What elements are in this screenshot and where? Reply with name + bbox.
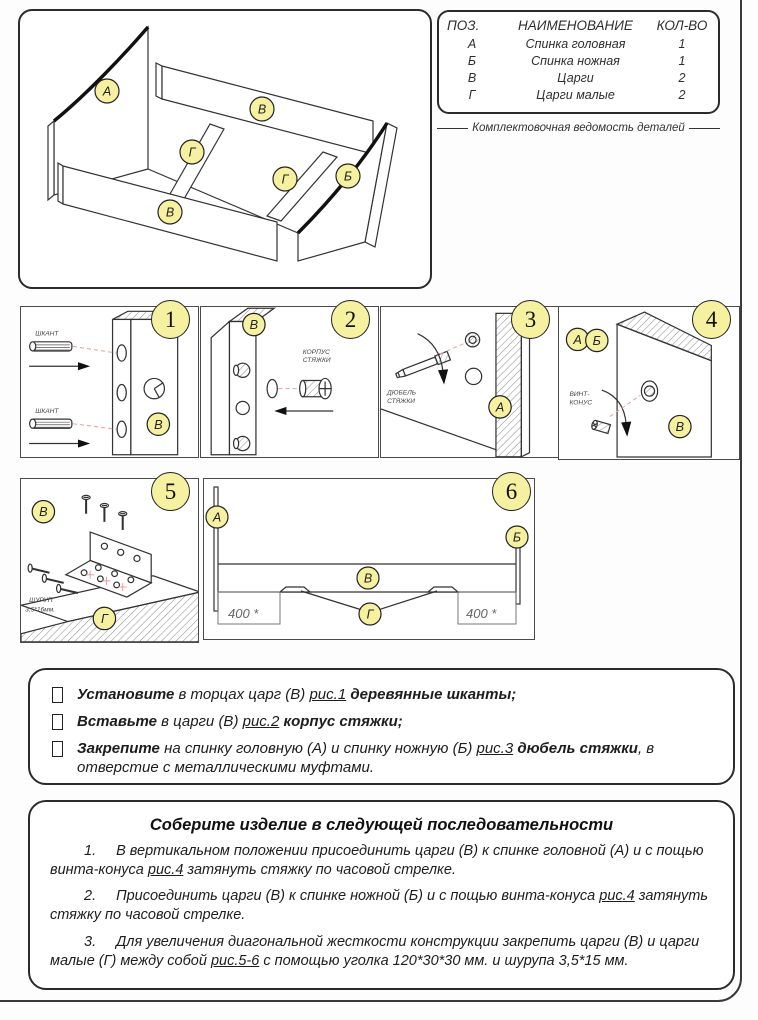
part-label-a	[489, 396, 511, 418]
step-panel-2	[200, 306, 379, 458]
dowel-icon	[30, 419, 72, 428]
instruction-bullet: Закрепите на спинку головную (А) и спинку ножную (Б) рис.3 дюбель стяжки, в отверстие с металлическими муфтами.	[44, 739, 715, 779]
part-label-a	[206, 506, 228, 528]
footboard-edge	[516, 546, 520, 604]
step-number-5: 5	[151, 472, 190, 511]
screw-icon	[28, 564, 49, 573]
col-name: НАИМЕНОВАНИЕ	[518, 18, 633, 33]
part-qty: 2	[678, 88, 686, 102]
svg-text:А: А	[495, 399, 505, 415]
part-qty: 2	[678, 71, 686, 85]
part-term: корпус стяжки;	[279, 712, 403, 730]
part-label-g	[93, 607, 115, 629]
vint-label-line1: ВИНТ-	[569, 391, 590, 399]
action-word: Вставьте	[77, 712, 157, 730]
figure-reference: рис.4	[147, 862, 184, 879]
metal-sleeve-icon	[465, 333, 479, 347]
parts-table	[437, 10, 720, 114]
bed-label-g-2	[273, 167, 297, 191]
screw-icon	[100, 504, 108, 522]
figure-step-6	[204, 479, 534, 639]
dimension-right: 400 *	[466, 606, 497, 621]
figure-reference: рис.1	[309, 686, 347, 703]
svg-text:Г: Г	[100, 611, 108, 627]
part-label-g	[359, 603, 381, 625]
svg-text:В: В	[39, 504, 48, 520]
part-label-v	[32, 500, 54, 522]
shurup-label-line2: 3,5*16мм.	[25, 606, 56, 614]
part-label-b	[506, 526, 528, 548]
korpus-label-line2: СТЯЖКИ	[302, 357, 331, 365]
bed-label-a	[95, 79, 119, 103]
table-caption: Комплектовочная ведомость деталей	[437, 122, 720, 134]
bed-label-g-1	[180, 140, 204, 164]
instruction-bullet: Установите в торцах царг (В) рис.1 деревянные шканты;	[44, 685, 715, 705]
screw-icon	[82, 495, 90, 513]
part-name: Спинка головная	[525, 37, 626, 51]
svg-text:Г: Г	[188, 145, 196, 160]
shkant-label: ШКАНТ	[35, 330, 59, 338]
small-rail-tab	[280, 587, 310, 592]
assembly-title: Соберите изделие в следующей последовательности	[149, 816, 614, 834]
step-number-6: 6	[492, 472, 531, 511]
svg-text:В: В	[249, 317, 259, 333]
bed-diagram-box	[18, 9, 432, 289]
svg-text:В: В	[165, 205, 175, 220]
part-term: деревянные шканты;	[346, 686, 517, 703]
part-name: Царги малые	[536, 88, 615, 102]
cone-screw-icon	[591, 420, 611, 434]
screw-icon	[42, 574, 63, 583]
step-panel-6	[203, 478, 535, 640]
svg-text:Б: Б	[592, 334, 601, 348]
cam-hole-icon	[144, 378, 164, 398]
step-number-3: 3	[511, 300, 550, 339]
corner-bracket-icon	[66, 532, 151, 597]
step-index: 2.	[84, 888, 97, 905]
step-index: 1.	[84, 843, 97, 859]
sleeve-in-hole-icon	[641, 381, 657, 401]
instruction-bullet: Вставьте в царги (В) рис.2 корпус стяжки;	[44, 712, 715, 732]
svg-text:В: В	[257, 102, 267, 117]
part-qty: 1	[678, 37, 686, 51]
vint-label-line2: КОНУС	[569, 399, 593, 407]
part-label-v	[669, 415, 691, 437]
bed-label-v-front	[158, 200, 182, 224]
dyubel-label-line2: СТЯЖКИ	[387, 397, 415, 405]
dyubel-label-line1: ДЮБЕЛЬ	[387, 389, 417, 397]
shkant-label: ШКАНТ	[35, 408, 59, 416]
bed-label-b	[336, 164, 360, 188]
part-name: Царги	[557, 71, 594, 85]
action-word: Установите	[77, 686, 175, 703]
svg-text:Г: Г	[281, 172, 289, 187]
step-number-1: 1	[151, 300, 190, 339]
arrow-right-icon	[29, 362, 90, 370]
arrow-right-icon	[29, 439, 90, 447]
parts-table-header	[447, 18, 710, 33]
inserted-dowel-icon	[234, 436, 250, 450]
part-pos: Г	[468, 88, 476, 102]
assembly-step-1: 1. В вертикальном положении присоединить царги (В) к спинке головной (А) и с пощью винта-конуса рис.4 затянуть стяжку по часовой стрелке.	[50, 843, 704, 879]
figure-reference: рис.3	[476, 739, 514, 757]
dowel-icon	[30, 342, 72, 351]
bed-drawing	[20, 11, 430, 287]
part-label-v	[147, 413, 169, 435]
svg-text:А: А	[102, 84, 112, 99]
table-row	[447, 70, 710, 87]
svg-text:Г: Г	[366, 607, 374, 622]
korpus-label-line1: КОРПУС	[302, 349, 330, 357]
checkbox-bullet-icon	[52, 741, 63, 757]
step-index: 3.	[84, 933, 97, 950]
shurup-label-line1: ШУРУП	[29, 597, 53, 605]
figure-reference: рис.4	[599, 888, 635, 905]
part-pos: Б	[467, 54, 477, 68]
table-row	[447, 36, 710, 53]
action-word: Закрепите	[77, 739, 160, 757]
table-row	[447, 87, 710, 104]
caption-dash-right	[689, 128, 720, 129]
col-pos: ПОЗ.	[447, 18, 480, 33]
part-qty: 1	[678, 54, 686, 68]
cam-lock-body-icon	[300, 378, 332, 398]
assembly-step-2: 2. Присоединить царги (В) к спинке ножной (Б) и с пощью винта-конуса рис.4 затянуть стяжку по часовой стрелке.	[50, 888, 708, 924]
part-label-b	[586, 329, 608, 351]
step-panel-5	[20, 478, 199, 643]
step-panel-1	[20, 306, 199, 458]
inserted-dowel-icon	[234, 363, 250, 377]
step-number-2: 2	[331, 300, 370, 339]
checkbox-bullet-icon	[52, 687, 63, 703]
part-pos: В	[467, 71, 477, 85]
part-label-v	[243, 313, 265, 335]
svg-text:А: А	[212, 510, 222, 525]
screw-icon	[119, 512, 127, 530]
figure-reference: рис.5-6	[210, 952, 260, 969]
checkbox-bullet-icon	[52, 714, 63, 730]
figure-reference: рис.2	[242, 712, 280, 730]
assembly-box	[28, 800, 735, 990]
table-row	[447, 53, 710, 70]
svg-text:В: В	[154, 416, 163, 432]
part-label-v	[357, 567, 379, 589]
col-qty: КОЛ-ВО	[656, 18, 708, 33]
svg-text:Б: Б	[512, 530, 522, 545]
bed-label-v-back	[250, 97, 274, 121]
svg-text:В: В	[363, 571, 373, 586]
step-panel-3	[380, 306, 559, 458]
part-name: Спинка ножная	[531, 54, 620, 68]
caption-dash-left	[437, 128, 468, 129]
step-panel-4	[558, 306, 740, 460]
instructions-box	[28, 668, 735, 785]
step-number-4: 4	[692, 300, 731, 339]
arrow-left-icon	[274, 407, 333, 415]
part-pos: А	[467, 37, 477, 51]
svg-text:В: В	[675, 420, 685, 435]
svg-text:Б: Б	[343, 169, 353, 184]
small-rail-tab	[428, 587, 458, 592]
dimension-left: 400 *	[228, 606, 259, 621]
screw-icon	[57, 584, 78, 593]
svg-text:А: А	[573, 332, 582, 347]
part-term: дюбель стяжки	[513, 739, 638, 757]
assembly-step-3: 3. Для увеличения диагональной жесткости конструкции закрепить царги (В) и царги малые (Г) между собой рис.5-6 с помощью уголка 120*30*30 мм. и шурупа 3,5*15 мм.	[50, 933, 700, 969]
